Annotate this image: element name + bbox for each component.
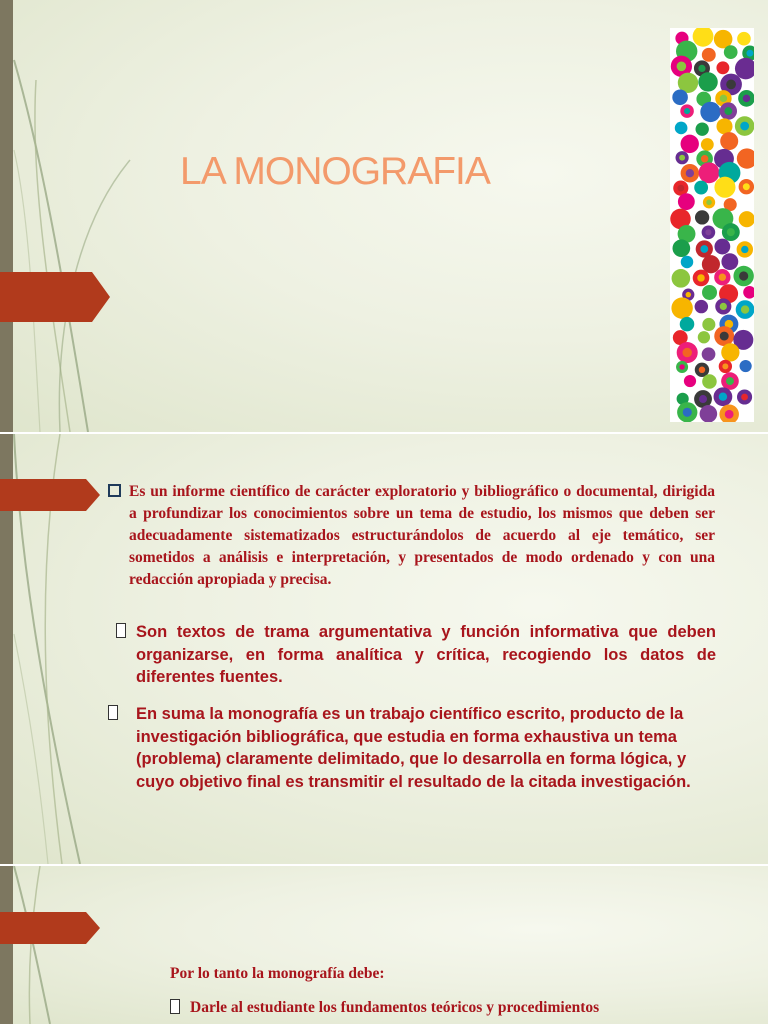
- missing-glyph-bullet-icon: [170, 999, 180, 1014]
- lead-text: Por lo tanto la monografía debe:: [170, 965, 385, 982]
- decorative-swoosh-lines: [0, 866, 140, 1024]
- red-arrow-tab: [0, 479, 100, 511]
- left-accent-bar: [0, 866, 13, 1024]
- summary-paragraph: En suma la monografía es un trabajo científico escrito, producto de la investigación bibliográfica, que estudia en forma exhaustiva un tema (problema) claramente delimitado, que lo desarrolla en forma lógica, y cuyo objetivo final es transmitir el resultado de la citada investigación.: [136, 705, 691, 791]
- missing-glyph-bullet-icon: [108, 705, 118, 720]
- colorful-dots-decoration: [670, 28, 754, 422]
- checkbox-bullet-icon: [108, 484, 121, 497]
- slide-title: LA MONOGRAFIA: [180, 150, 490, 193]
- list-item: Darle al estudiante los fundamentos teóricos y procedimientos: [190, 999, 600, 1016]
- definition-paragraph: Es un informe científico de carácter exploratorio y bibliográfico o documental, dirigida a profundizar los conocimientos sobre un tema de estudio, los mismos que deben ser adecuadamente sistematizados estructurándolos de acuerdo al eje temático, ser sometidos a análisis e interpretación, y presentados de modo ordenado y con una redacción apropiada y precisa.: [129, 483, 715, 588]
- trama-paragraph: Son textos de trama argumentativa y función informativa que deben organizarse, en forma analítica y crítica, recogiendo los datos de diferentes fuentes.: [136, 623, 716, 686]
- definition-slide: [0, 434, 768, 864]
- missing-glyph-bullet-icon: [116, 623, 126, 638]
- red-arrow-tab: [0, 912, 100, 944]
- red-arrow-tab: [0, 272, 110, 322]
- decorative-swoosh-lines: [0, 0, 140, 432]
- objectives-slide: [0, 866, 768, 1024]
- left-accent-bar: [0, 0, 13, 432]
- title-slide: [0, 0, 768, 432]
